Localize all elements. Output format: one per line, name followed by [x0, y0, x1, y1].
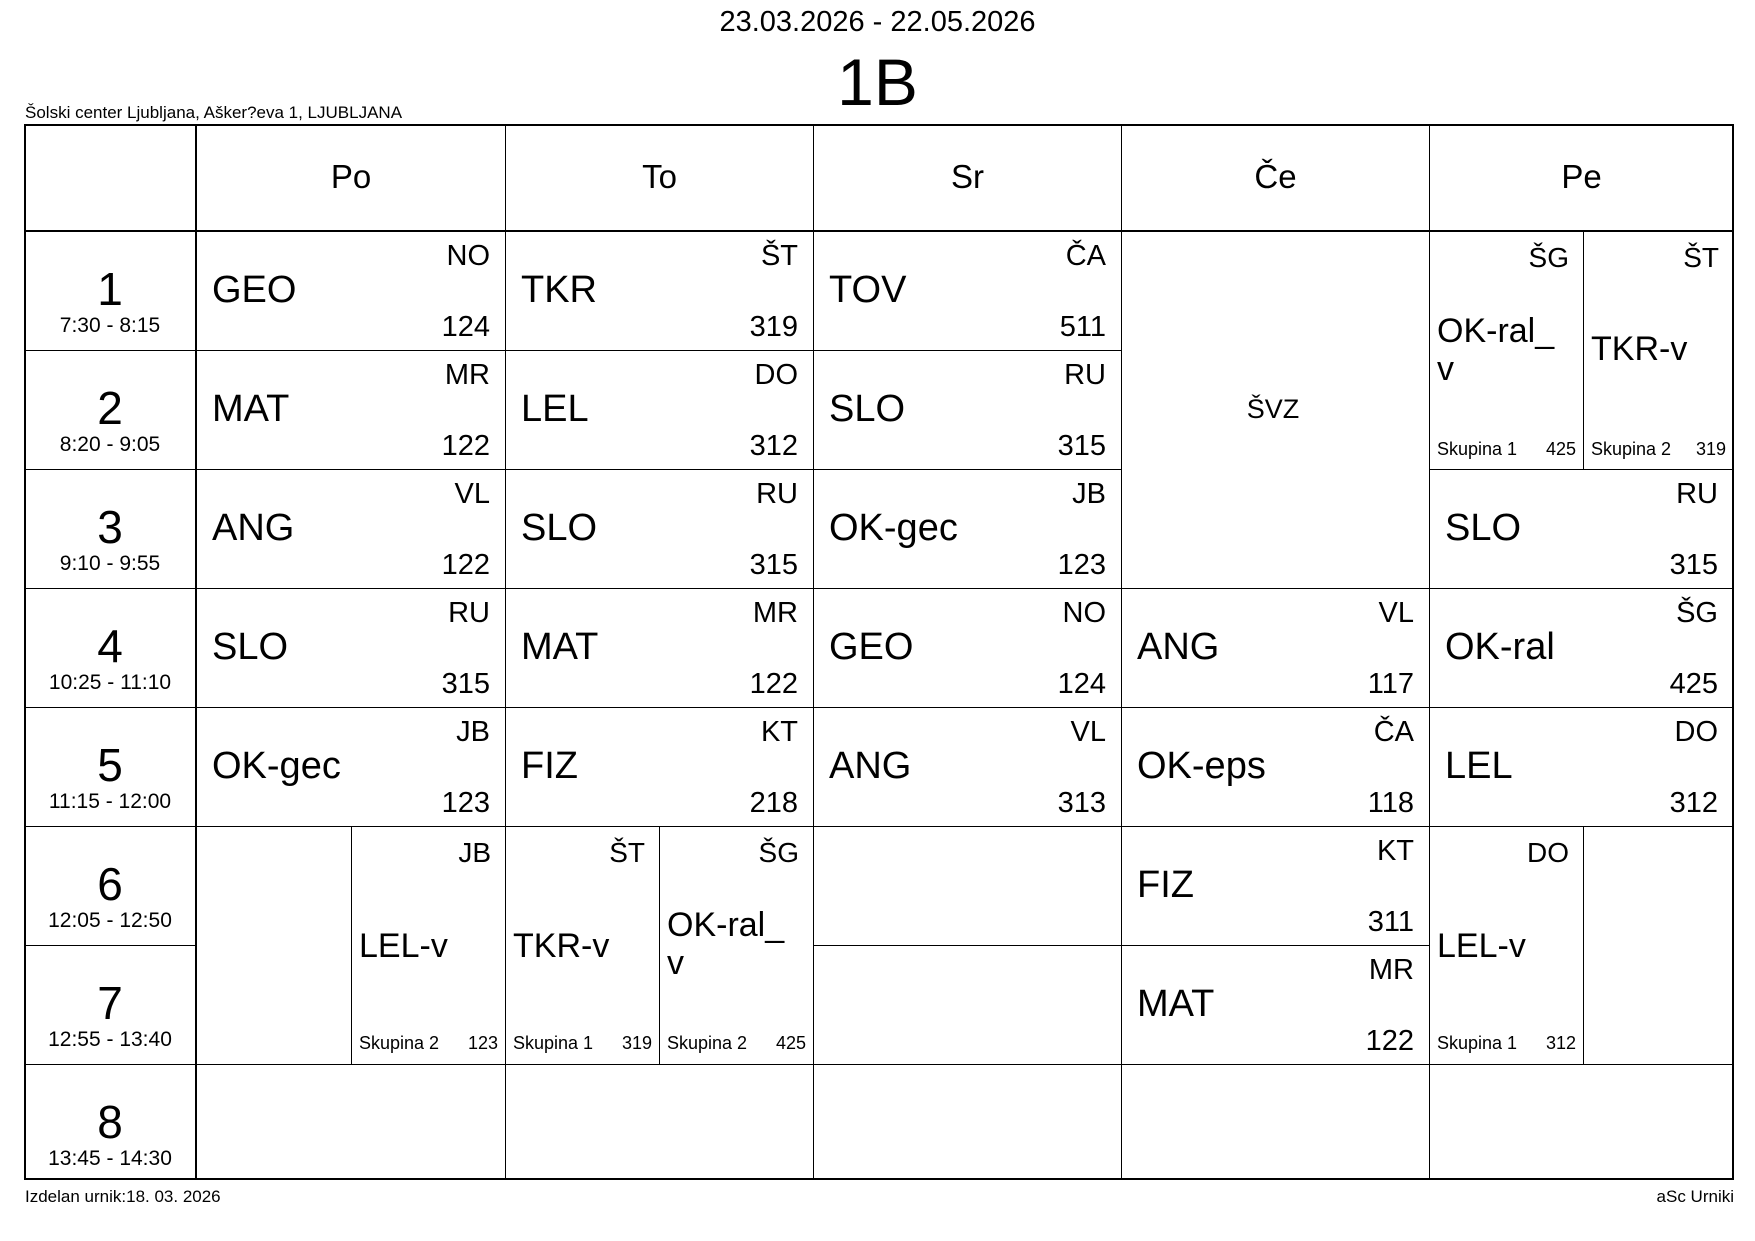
- period-number: 3: [97, 501, 123, 553]
- group-label: Skupina 1: [1437, 1033, 1518, 1053]
- teacher-code: ŠT: [1683, 242, 1719, 273]
- teacher-code: MR: [444, 359, 490, 391]
- generated-date: Izdelan urnik:18. 03. 2026: [25, 1187, 221, 1206]
- subject-label: GEO: [212, 269, 297, 311]
- day-header-pe: Pe: [1561, 158, 1602, 195]
- room-number: 124: [441, 311, 490, 343]
- teacher-code: JB: [1072, 478, 1106, 510]
- teacher-code: DO: [1527, 837, 1569, 868]
- period-time: 10:25 - 11:10: [48, 671, 172, 694]
- period-7: [25, 978, 195, 1052]
- teacher-code: ŠT: [609, 837, 645, 868]
- period-number: 5: [97, 739, 123, 791]
- period-time: 12:05 - 12:50: [48, 909, 172, 932]
- room-number: 312: [749, 430, 798, 462]
- lesson-cell: [814, 708, 1121, 826]
- lesson-cell: [1122, 946, 1429, 1064]
- subject-label: SLO: [1445, 507, 1522, 549]
- lesson-cell: [1122, 708, 1429, 826]
- room-number: 311: [1367, 906, 1414, 938]
- period-4: [25, 621, 195, 695]
- lesson-cell: [814, 232, 1121, 350]
- room-number: 315: [1057, 430, 1106, 462]
- teacher-code: ŠG: [1676, 597, 1718, 629]
- room-number: 123: [467, 1033, 498, 1053]
- subject-label: SLO: [829, 388, 906, 430]
- subject-label: TKR-v: [1591, 330, 1688, 368]
- period-3: [25, 502, 195, 576]
- teacher-code: MR: [1368, 954, 1414, 986]
- room-number: 319: [1695, 439, 1726, 459]
- grid-line: [25, 1064, 1733, 1065]
- room-number: 315: [441, 668, 490, 700]
- group-lesson-cell: [506, 827, 659, 1064]
- subject-label: MAT: [521, 626, 599, 668]
- school-name: Šolski center Ljubljana, Ašker?eva 1, LJUBLJANA: [25, 103, 403, 122]
- room-number: 123: [441, 787, 490, 819]
- group-label: Skupina 1: [513, 1033, 594, 1053]
- lesson-cell: [506, 232, 813, 350]
- lesson-cell: [1122, 827, 1429, 945]
- date-range: 23.03.2026 - 22.05.2026: [719, 6, 1036, 38]
- lesson-cell: [506, 589, 813, 707]
- period-time: 13:45 - 14:30: [48, 1147, 172, 1170]
- subject-label: OK-ral: [1445, 626, 1555, 668]
- subject-label: LEL-v: [359, 927, 448, 965]
- room-number: 118: [1367, 787, 1414, 819]
- lesson-cell: [1430, 470, 1733, 588]
- subject-label: TOV: [829, 269, 907, 311]
- teacher-code: RU: [448, 597, 490, 629]
- teacher-code: KT: [760, 716, 798, 748]
- grid-line: [25, 945, 196, 946]
- teacher-code: KT: [1376, 835, 1414, 867]
- group-label: Skupina 2: [1591, 439, 1672, 459]
- day-header-to: To: [642, 158, 677, 195]
- group-label: Skupina 2: [667, 1033, 748, 1053]
- teacher-code: MR: [752, 597, 798, 629]
- room-number: 315: [1669, 549, 1718, 581]
- room-number: 511: [1059, 311, 1106, 343]
- room-number: 319: [621, 1033, 652, 1053]
- lesson-cell: [197, 232, 505, 350]
- period-number: 8: [97, 1096, 123, 1148]
- software-credit: aSc Urniki: [1656, 1187, 1734, 1206]
- period-time: 11:15 - 12:00: [48, 790, 172, 813]
- room-number: 315: [749, 549, 798, 581]
- period-number: 2: [97, 382, 123, 434]
- lesson-cell: [1430, 589, 1733, 707]
- room-number: 122: [1365, 1025, 1414, 1057]
- group-lesson-cell: [1430, 232, 1583, 470]
- period-2: [25, 383, 195, 457]
- lesson-cell: [197, 708, 505, 826]
- teacher-code: ČA: [1373, 716, 1414, 748]
- teacher-code: ŠG: [758, 837, 799, 868]
- teacher-code: ŠT: [760, 240, 798, 272]
- period-number: 1: [97, 263, 123, 315]
- teacher-code: DO: [1674, 716, 1718, 748]
- period-1: [25, 264, 195, 338]
- teacher-code: RU: [756, 478, 798, 510]
- subject-label: LEL: [1445, 745, 1513, 787]
- day-header-ce: Če: [1254, 158, 1297, 195]
- subject-label: OK-ral_ v: [667, 906, 785, 982]
- class-title: 1B: [837, 45, 918, 119]
- room-number: 319: [749, 311, 798, 343]
- teacher-code: ŠG: [1528, 242, 1569, 273]
- subject-label: ANG: [212, 507, 295, 549]
- subject-label: TKR-v: [513, 927, 610, 965]
- room-number: 312: [1669, 787, 1718, 819]
- subject-label: LEL-v: [1437, 927, 1526, 965]
- subject-label: GEO: [829, 626, 914, 668]
- teacher-code: NO: [1062, 597, 1106, 629]
- period-number: 4: [97, 620, 123, 672]
- subject-label: MAT: [1137, 983, 1215, 1025]
- lesson-cell: [197, 470, 505, 588]
- subject-label: MAT: [212, 388, 290, 430]
- lesson-cell: [506, 470, 813, 588]
- room-number: 124: [1057, 668, 1106, 700]
- period-8: [25, 1097, 195, 1171]
- teacher-code: RU: [1676, 478, 1718, 510]
- room-number: 122: [441, 549, 490, 581]
- teacher-code: JB: [458, 837, 491, 868]
- lesson-cell: [814, 351, 1121, 469]
- teacher-code: JB: [456, 716, 490, 748]
- grid-line: [1583, 826, 1584, 1065]
- day-header-po: Po: [330, 158, 372, 195]
- period-number: 7: [97, 977, 123, 1029]
- group-lesson-cell: [660, 827, 813, 1064]
- subject-label: ANG: [829, 745, 912, 787]
- subject-label: FIZ: [1137, 864, 1194, 906]
- teacher-code: VL: [1070, 716, 1106, 748]
- teacher-code: NO: [446, 240, 490, 272]
- teacher-code: ČA: [1065, 240, 1106, 272]
- subject-label: LEL: [521, 388, 589, 430]
- subject-label: SLO: [212, 626, 289, 668]
- group-lesson-cell: [1584, 232, 1733, 470]
- svz-block: ŠVZ: [1246, 394, 1300, 424]
- subject-label: TKR: [521, 269, 597, 311]
- room-number: 313: [1057, 787, 1106, 819]
- room-number: 312: [1545, 1033, 1576, 1053]
- room-number: 122: [749, 668, 798, 700]
- lesson-cell: [814, 470, 1121, 588]
- lesson-cell: [814, 589, 1121, 707]
- subject-label: FIZ: [521, 745, 578, 787]
- subject-label: ANG: [1137, 626, 1220, 668]
- group-label: Skupina 1: [1437, 439, 1518, 459]
- room-number: 425: [775, 1033, 806, 1053]
- period-time: 7:30 - 8:15: [59, 314, 161, 337]
- teacher-code: VL: [454, 478, 490, 510]
- group-label: Skupina 2: [359, 1033, 440, 1053]
- group-lesson-cell: [352, 827, 505, 1064]
- period-time: 9:10 - 9:55: [59, 552, 161, 575]
- lesson-cell: [506, 708, 813, 826]
- subject-label: OK-gec: [212, 745, 341, 787]
- room-number: 425: [1669, 668, 1718, 700]
- subject-label: OK-ral_ v: [1437, 312, 1555, 388]
- lesson-cell: [1430, 708, 1733, 826]
- subject-label: OK-gec: [829, 507, 958, 549]
- subject-label: SLO: [521, 507, 598, 549]
- period-time: 12:55 - 13:40: [48, 1028, 172, 1051]
- period-time: 8:20 - 9:05: [59, 433, 161, 456]
- period-number: 6: [97, 858, 123, 910]
- day-header-sr: Sr: [951, 158, 984, 195]
- group-lesson-cell: [1430, 827, 1583, 1064]
- room-number: 122: [441, 430, 490, 462]
- room-number: 117: [1367, 668, 1414, 700]
- room-number: 425: [1545, 439, 1576, 459]
- subject-label: OK-eps: [1137, 745, 1266, 787]
- teacher-code: VL: [1378, 597, 1414, 629]
- lesson-cell: [197, 351, 505, 469]
- period-6: [25, 859, 195, 933]
- lesson-cell: [197, 589, 505, 707]
- room-number: 123: [1057, 549, 1106, 581]
- lesson-cell: [1122, 589, 1429, 707]
- room-number: 218: [749, 787, 798, 819]
- period-5: [25, 740, 195, 814]
- teacher-code: DO: [754, 359, 798, 391]
- lesson-cell: [506, 351, 813, 469]
- teacher-code: RU: [1064, 359, 1106, 391]
